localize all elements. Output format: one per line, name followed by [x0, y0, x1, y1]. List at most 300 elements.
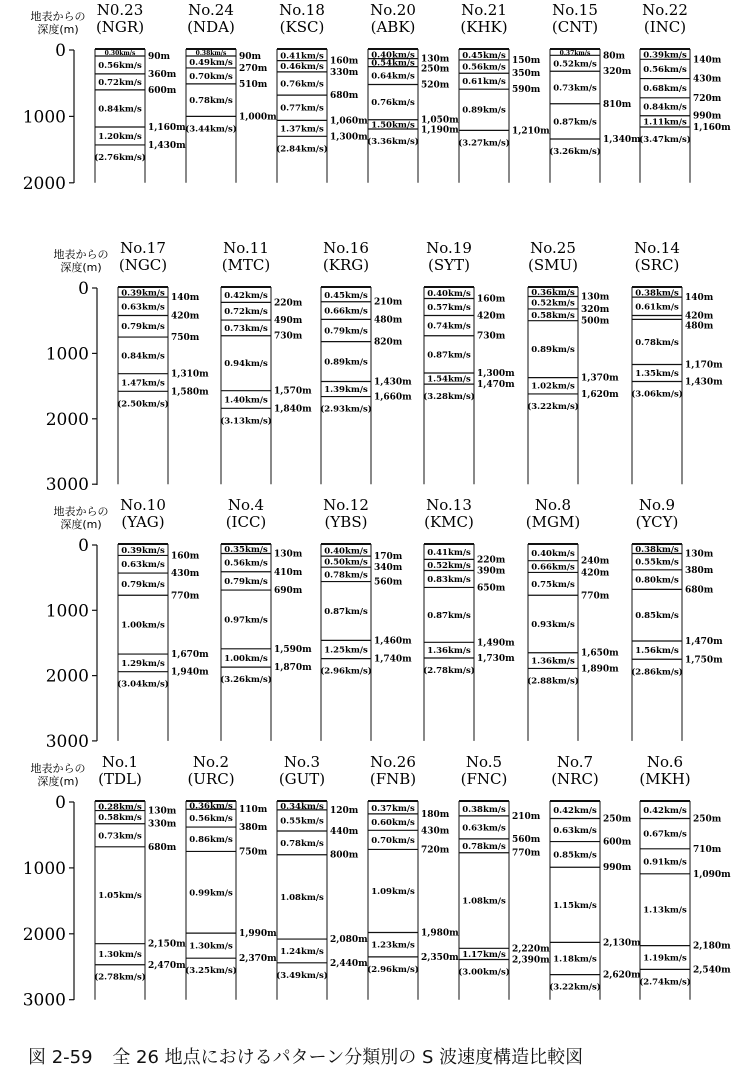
layer-depth-label: 380m: [239, 823, 268, 834]
layer-depth-label: 130m: [148, 806, 177, 817]
layer-depth-label: 800m: [330, 850, 359, 861]
layer-velocity-label: 0.36km/s: [531, 288, 575, 299]
layer-velocity-label: 0.30km/s: [104, 50, 136, 58]
site-number-label: No.2: [192, 753, 230, 771]
site-number-label: No.9: [638, 496, 676, 514]
layer-depth-label: 770m: [581, 591, 610, 602]
layer-depth-label: 220m: [274, 298, 303, 309]
layer-velocity-label: 0.76km/s: [371, 98, 415, 109]
layer-velocity-label: 0.76km/s: [280, 79, 324, 90]
layer-depth-label: 490m: [274, 316, 303, 327]
site-number-label: No.15: [552, 1, 598, 19]
site-code-label: (SMU): [528, 256, 578, 274]
site-number-label: No.22: [642, 1, 688, 19]
site-code-label: (NGR): [95, 18, 145, 36]
layer-depth-label: 430m: [171, 569, 200, 580]
layer-depth-label: 1,300m: [477, 369, 515, 380]
layer-velocity-label: 0.54km/s: [371, 58, 415, 69]
site-code-label: (FNB): [369, 770, 417, 788]
depth-axis-tick-label: 2000: [45, 409, 89, 430]
layer-velocity-label: (3.06km/s): [631, 389, 683, 400]
layer-depth-label: 270m: [239, 63, 268, 74]
layer-velocity-label: 0.74km/s: [427, 321, 471, 332]
layer-velocity-label: (2.74km/s): [639, 977, 691, 988]
layer-velocity-label: (2.84km/s): [276, 144, 328, 155]
layer-velocity-label: 0.36km/s: [189, 801, 233, 812]
layer-depth-label: 130m: [274, 549, 303, 560]
layer-velocity-label: (2.50km/s): [117, 399, 169, 410]
depth-axis-tick-label: 3000: [45, 475, 89, 496]
layer-depth-label: 1,090m: [693, 869, 731, 880]
layer-velocity-label: 0.55km/s: [635, 557, 679, 568]
layer-velocity-label: 0.89km/s: [462, 105, 506, 116]
layer-velocity-label: 1.36km/s: [531, 656, 575, 667]
layer-depth-label: 1,470m: [477, 380, 515, 391]
layer-depth-label: 1,470m: [685, 636, 723, 647]
layer-velocity-label: 0.77km/s: [280, 103, 324, 114]
layer-velocity-label: 0.66km/s: [324, 306, 368, 317]
layer-velocity-label: 1.29km/s: [121, 658, 165, 669]
depth-axis-tick-label: 3000: [45, 731, 89, 752]
site-code-label: (INC): [643, 18, 687, 36]
layer-velocity-label: 0.84km/s: [121, 351, 165, 362]
depth-axis-tick-label: 0: [78, 279, 89, 299]
layer-depth-label: 600m: [603, 837, 632, 848]
layer-velocity-label: 0.78km/s: [635, 337, 679, 348]
layer-depth-label: 2,620m: [603, 970, 641, 981]
axis-title-line2: 深度(m): [37, 775, 79, 788]
site-number-label: No.1: [101, 753, 139, 771]
layer-velocity-label: 0.60km/s: [371, 818, 415, 829]
layer-velocity-label: 0.83km/s: [427, 574, 471, 585]
layer-depth-label: 1,650m: [581, 648, 619, 659]
layer-depth-label: 90m: [148, 51, 171, 62]
site-code-label: (MGM): [525, 513, 581, 531]
layer-velocity-label: 0.84km/s: [643, 102, 687, 113]
layer-depth-label: 600m: [148, 85, 177, 96]
layer-depth-label: 430m: [693, 74, 722, 85]
layer-depth-label: 690m: [274, 586, 303, 597]
depth-axis-tick-label: 0: [78, 536, 89, 556]
layer-depth-label: 160m: [330, 56, 359, 67]
layer-depth-label: 240m: [581, 556, 610, 567]
layer-velocity-label: (3.36km/s): [367, 136, 419, 147]
layer-velocity-label: 0.67km/s: [643, 829, 687, 840]
layer-velocity-label: 0.42km/s: [643, 806, 687, 817]
layer-depth-label: 1,160m: [148, 123, 186, 134]
depth-axis-tick-label: 0: [55, 41, 66, 61]
layer-depth-label: 150m: [512, 55, 541, 66]
layer-depth-label: 2,540m: [693, 965, 731, 976]
depth-axis-tick-label: 0: [55, 793, 66, 813]
site-number-label: No.5: [465, 753, 503, 771]
layer-depth-label: 140m: [171, 293, 200, 304]
layer-velocity-label: 0.89km/s: [531, 345, 575, 356]
layer-velocity-label: 0.52km/s: [531, 298, 575, 309]
site-code-label: (SRC): [634, 256, 680, 274]
layer-depth-label: 140m: [693, 55, 722, 66]
layer-velocity-label: 0.28km/s: [98, 802, 142, 813]
layer-depth-label: 2,370m: [239, 954, 277, 965]
layer-depth-label: 340m: [374, 563, 403, 574]
layer-velocity-label: 0.40km/s: [531, 548, 575, 559]
layer-velocity-label: 0.99km/s: [189, 888, 233, 899]
layer-velocity-label: (2.96km/s): [367, 964, 419, 975]
layer-velocity-label: (3.49km/s): [276, 970, 328, 981]
layer-depth-label: 440m: [330, 826, 359, 837]
layer-depth-label: 1,000m: [239, 112, 277, 123]
site-number-label: No.17: [120, 239, 166, 257]
site-number-label: No.24: [188, 1, 234, 19]
layer-velocity-label: 0.97km/s: [224, 615, 268, 626]
layer-velocity-label: 0.63km/s: [553, 825, 597, 836]
layer-velocity-label: 0.38km/s: [635, 545, 679, 556]
layer-depth-label: 590m: [512, 85, 541, 96]
layer-velocity-label: 0.66km/s: [531, 562, 575, 573]
layer-depth-label: 160m: [171, 551, 200, 562]
layer-depth-label: 320m: [603, 67, 632, 78]
layer-depth-label: 180m: [421, 809, 450, 820]
layer-depth-label: 330m: [148, 819, 177, 830]
layer-depth-label: 250m: [603, 814, 632, 825]
layer-depth-label: 990m: [603, 863, 632, 874]
layer-depth-label: 720m: [421, 845, 450, 856]
caption-text: 全 26 地点におけるパターン分類別の S 波速度構造比較図: [112, 1047, 584, 1068]
site-code-label: (YBS): [324, 513, 368, 531]
site-code-label: (GUT): [278, 770, 326, 788]
site-number-label: No.20: [370, 1, 416, 19]
layer-depth-label: 140m: [685, 293, 714, 304]
layer-depth-label: 420m: [685, 311, 714, 322]
site-code-label: (KRG): [322, 256, 370, 274]
layer-depth-label: 2,150m: [148, 939, 186, 950]
layer-velocity-label: 0.73km/s: [224, 323, 268, 334]
layer-velocity-label: 0.85km/s: [635, 611, 679, 622]
layer-velocity-label: 0.61km/s: [635, 302, 679, 313]
layer-depth-label: 560m: [374, 577, 403, 588]
site-number-label: No.16: [323, 239, 369, 257]
layer-depth-label: 1,670m: [171, 650, 209, 661]
layer-velocity-label: 0.91km/s: [643, 857, 687, 868]
layer-velocity-label: 0.85km/s: [553, 850, 597, 861]
layer-depth-label: 1,870m: [274, 663, 312, 674]
site-number-label: No.12: [323, 496, 369, 514]
layer-depth-label: 220m: [477, 555, 506, 566]
layer-velocity-label: 0.52km/s: [427, 560, 471, 571]
layer-depth-label: 90m: [239, 51, 262, 62]
caption-label: 図 2-59: [28, 1047, 93, 1068]
layer-depth-label: 2,130m: [603, 938, 641, 949]
depth-axis-tick-label: 1000: [22, 858, 66, 879]
layer-velocity-label: 0.78km/s: [324, 570, 368, 581]
layer-velocity-label: 0.38km/s: [635, 288, 679, 299]
layer-velocity-label: 1.18km/s: [553, 954, 597, 965]
depth-axis-tick-label: 2000: [22, 924, 66, 945]
layer-velocity-label: (2.88km/s): [527, 676, 579, 687]
layer-velocity-label: 0.79km/s: [224, 576, 268, 587]
layer-velocity-label: 0.37km/s: [371, 803, 415, 814]
site-number-label: No.11: [223, 239, 269, 257]
layer-depth-label: 820m: [374, 337, 403, 348]
layer-velocity-label: 0.35km/s: [224, 545, 268, 556]
layer-velocity-label: 0.38km/s: [195, 50, 227, 58]
layer-velocity-label: 1.25km/s: [324, 645, 368, 656]
layer-velocity-label: 0.78km/s: [189, 96, 233, 107]
site-code-label: (MKH): [639, 770, 691, 788]
site-code-label: (ICC): [225, 513, 267, 531]
layer-depth-label: 1,190m: [421, 125, 459, 136]
layer-velocity-label: 0.79km/s: [324, 326, 368, 337]
site-number-label: No.4: [227, 496, 265, 514]
layer-velocity-label: (3.44km/s): [185, 124, 237, 135]
layer-depth-label: 1,750m: [685, 655, 723, 666]
layer-velocity-label: 0.79km/s: [121, 322, 165, 333]
layer-velocity-label: 1.36km/s: [427, 646, 471, 657]
layer-velocity-label: 1.47km/s: [121, 378, 165, 389]
site-number-label: No.26: [370, 753, 416, 771]
layer-velocity-label: (3.27km/s): [458, 138, 510, 149]
layer-velocity-label: 0.78km/s: [462, 841, 506, 852]
layer-velocity-label: 0.56km/s: [462, 62, 506, 73]
layer-depth-label: 130m: [685, 549, 714, 560]
layer-depth-label: 770m: [171, 591, 200, 602]
layer-velocity-label: 1.02km/s: [531, 381, 575, 392]
layer-depth-label: 1,430m: [685, 377, 723, 388]
layer-depth-label: 1,740m: [374, 654, 412, 665]
layer-velocity-label: 0.93km/s: [531, 619, 575, 630]
site-number-label: No.19: [426, 239, 472, 257]
layer-velocity-label: 0.45km/s: [462, 50, 506, 61]
layer-velocity-label: 0.68km/s: [643, 84, 687, 95]
layer-depth-label: 170m: [374, 552, 403, 563]
layer-velocity-label: 0.38km/s: [462, 804, 506, 815]
layer-depth-label: 730m: [274, 331, 303, 342]
layer-velocity-label: 0.87km/s: [427, 610, 471, 621]
depth-axis-tick-label: 2000: [22, 173, 66, 194]
site-number-label: No.21: [461, 1, 507, 19]
layer-depth-label: 710m: [693, 844, 722, 855]
layer-depth-label: 990m: [693, 111, 722, 122]
layer-velocity-label: 0.41km/s: [280, 51, 324, 62]
layer-depth-label: 680m: [148, 842, 177, 853]
layer-depth-label: 1,570m: [274, 386, 312, 397]
layer-depth-label: 2,470m: [148, 960, 186, 971]
axis-title-line1: 地表からの: [30, 10, 86, 23]
layer-velocity-label: 0.61km/s: [462, 77, 506, 88]
layer-depth-label: 130m: [581, 292, 610, 303]
layer-velocity-label: 1.56km/s: [635, 646, 679, 657]
layer-depth-label: 320m: [581, 304, 610, 315]
layer-depth-label: 730m: [477, 331, 506, 342]
axis-title-line2: 深度(m): [60, 261, 102, 274]
layer-velocity-label: 0.56km/s: [98, 60, 142, 71]
layer-velocity-label: 1.00km/s: [121, 620, 165, 631]
layer-depth-label: 2,390m: [512, 955, 550, 966]
layer-depth-label: 210m: [374, 297, 403, 308]
layer-depth-label: 680m: [685, 585, 714, 596]
layer-depth-label: 130m: [421, 54, 450, 65]
layer-depth-label: 1,050m: [421, 115, 459, 126]
layer-velocity-label: 0.40km/s: [324, 546, 368, 557]
site-number-label: No.10: [120, 496, 166, 514]
depth-axis-tick-label: 1000: [22, 107, 66, 128]
layer-depth-label: 420m: [477, 311, 506, 322]
layer-depth-label: 390m: [477, 566, 506, 577]
site-code-label: (YAG): [121, 513, 165, 531]
layer-depth-label: 1,310m: [171, 369, 209, 380]
site-number-label: No.13: [426, 496, 472, 514]
site-number-label: No.18: [279, 1, 325, 19]
layer-velocity-label: 1.40km/s: [224, 395, 268, 406]
layer-velocity-label: 0.49km/s: [189, 57, 233, 68]
site-number-label: N0.23: [96, 1, 144, 19]
layer-velocity-label: 1.08km/s: [280, 892, 324, 903]
site-number-label: No.25: [530, 239, 576, 257]
layer-velocity-label: 0.70km/s: [371, 835, 415, 846]
layer-depth-label: 560m: [512, 834, 541, 845]
layer-velocity-label: (2.93km/s): [320, 404, 372, 415]
layer-depth-label: 1,300m: [330, 132, 368, 143]
layer-velocity-label: (3.00km/s): [458, 967, 510, 978]
layer-depth-label: 1,430m: [148, 140, 186, 151]
layer-depth-label: 720m: [693, 93, 722, 104]
layer-velocity-label: 0.87km/s: [553, 117, 597, 128]
layer-depth-label: 1,660m: [374, 392, 412, 403]
layer-depth-label: 2,440m: [330, 958, 368, 969]
layer-depth-label: 160m: [477, 294, 506, 305]
site-code-label: (MTC): [221, 256, 271, 274]
layer-velocity-label: 1.15km/s: [553, 900, 597, 911]
layer-velocity-label: 1.20km/s: [98, 131, 142, 142]
layer-depth-label: 1,940m: [171, 667, 209, 678]
layer-depth-label: 480m: [374, 315, 403, 326]
layer-velocity-label: 1.23km/s: [371, 940, 415, 951]
layer-depth-label: 650m: [477, 583, 506, 594]
layer-velocity-label: 1.05km/s: [98, 891, 142, 902]
layer-depth-label: 1,370m: [581, 373, 619, 384]
layer-depth-label: 420m: [171, 311, 200, 322]
layer-depth-label: 430m: [421, 826, 450, 837]
site-code-label: (KSC): [279, 18, 325, 36]
layer-velocity-label: 1.08km/s: [462, 896, 506, 907]
site-code-label: (NGC): [118, 256, 168, 274]
layer-velocity-label: 0.56km/s: [224, 558, 268, 569]
layer-depth-label: 250m: [693, 814, 722, 825]
layer-depth-label: 330m: [330, 67, 359, 78]
axis-title-line1: 地表からの: [30, 762, 86, 775]
layer-velocity-label: 0.72km/s: [224, 307, 268, 318]
layer-depth-label: 770m: [512, 848, 541, 859]
layer-depth-label: 480m: [685, 321, 714, 332]
layer-velocity-label: (3.22km/s): [527, 401, 579, 412]
layer-velocity-label: 1.00km/s: [224, 653, 268, 664]
layer-velocity-label: 0.40km/s: [371, 50, 415, 61]
site-code-label: (KMC): [424, 513, 474, 531]
layer-velocity-label: 0.70km/s: [189, 71, 233, 82]
layer-velocity-label: (3.47km/s): [639, 134, 691, 145]
layer-depth-label: 420m: [581, 568, 610, 579]
layer-velocity-label: (2.86km/s): [631, 667, 683, 678]
layer-depth-label: 360m: [148, 69, 177, 80]
layer-depth-label: 1,980m: [421, 928, 459, 939]
layer-velocity-label: 1.50km/s: [371, 120, 415, 131]
axis-title-line2: 深度(m): [37, 23, 79, 36]
layer-velocity-label: 0.89km/s: [324, 357, 368, 368]
layer-depth-label: 750m: [171, 333, 200, 344]
layer-velocity-label: 1.13km/s: [643, 905, 687, 916]
layer-velocity-label: 1.11km/s: [643, 117, 687, 128]
site-number-label: No.7: [556, 753, 594, 771]
layer-velocity-label: 0.34km/s: [280, 801, 324, 812]
layer-depth-label: 1,160m: [693, 123, 731, 134]
site-code-label: (YCY): [635, 513, 679, 531]
site-number-label: No.8: [534, 496, 572, 514]
layer-velocity-label: (2.76km/s): [94, 152, 146, 163]
layer-velocity-label: (3.28km/s): [423, 392, 475, 403]
layer-velocity-label: 0.39km/s: [121, 546, 165, 557]
layer-velocity-label: 0.57km/s: [427, 302, 471, 313]
layer-depth-label: 2,080m: [330, 935, 368, 946]
layer-velocity-label: 0.37km/s: [559, 49, 591, 57]
layer-depth-label: 1,730m: [477, 653, 515, 664]
layer-depth-label: 1,990m: [239, 929, 277, 940]
layer-velocity-label: 1.35km/s: [635, 368, 679, 379]
layer-depth-label: 1,170m: [685, 360, 723, 371]
layer-velocity-label: 0.55km/s: [280, 816, 324, 827]
layer-depth-label: 1,490m: [477, 638, 515, 649]
figure-caption: [28, 1043, 597, 1069]
layer-velocity-label: 0.50km/s: [324, 557, 368, 568]
layer-velocity-label: 0.94km/s: [224, 359, 268, 370]
layer-depth-label: 500m: [581, 316, 610, 327]
layer-velocity-label: 0.78km/s: [280, 838, 324, 849]
layer-velocity-label: (2.78km/s): [94, 972, 146, 983]
layer-velocity-label: (3.04km/s): [117, 679, 169, 690]
layer-velocity-label: 0.63km/s: [121, 560, 165, 571]
layer-velocity-label: 1.39km/s: [324, 385, 368, 396]
layer-velocity-label: 0.58km/s: [98, 813, 142, 824]
depth-axis-tick-label: 1000: [45, 344, 89, 365]
layer-velocity-label: (3.26km/s): [220, 675, 272, 686]
layer-velocity-label: 0.46km/s: [280, 62, 324, 73]
layer-depth-label: 510m: [239, 79, 268, 90]
axis-title-line1: 地表からの: [53, 248, 109, 261]
layer-depth-label: 1,840m: [274, 404, 312, 415]
layer-velocity-label: 1.30km/s: [189, 941, 233, 952]
layer-velocity-label: 0.39km/s: [643, 50, 687, 61]
layer-velocity-label: (2.96km/s): [320, 666, 372, 677]
layer-depth-label: 2,180m: [693, 941, 731, 952]
layer-depth-label: 1,210m: [512, 126, 550, 137]
layer-depth-label: 120m: [330, 805, 359, 816]
layer-velocity-label: 0.39km/s: [121, 288, 165, 299]
layer-velocity-label: 0.86km/s: [189, 835, 233, 846]
layer-velocity-label: 0.58km/s: [531, 310, 575, 321]
layer-velocity-label: 0.42km/s: [224, 291, 268, 302]
layer-velocity-label: 0.80km/s: [635, 575, 679, 586]
layer-depth-label: 1,580m: [171, 387, 209, 398]
site-code-label: (CNT): [551, 18, 599, 36]
layer-depth-label: 810m: [603, 99, 632, 110]
layer-velocity-label: 0.64km/s: [371, 71, 415, 82]
layer-velocity-label: 1.19km/s: [643, 953, 687, 964]
depth-axis-tick-label: 1000: [45, 601, 89, 622]
layer-depth-label: 210m: [512, 811, 541, 822]
layer-depth-label: 2,350m: [421, 952, 459, 963]
layer-depth-label: 520m: [421, 80, 450, 91]
layer-velocity-label: 0.45km/s: [324, 290, 368, 301]
layer-velocity-label: 1.17km/s: [462, 949, 506, 960]
